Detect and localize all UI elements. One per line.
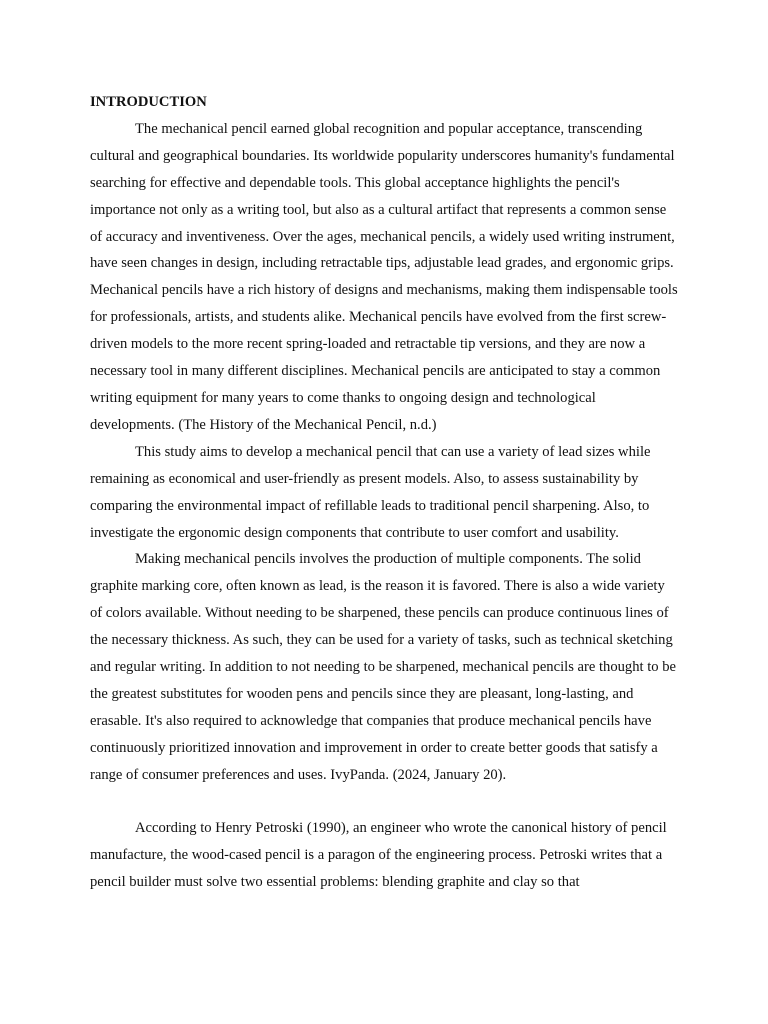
paragraph-manufacturing: Making mechanical pencils involves the production of multiple components. The solid graphite marking core, often known as lead, is the reason it is favored. There is also a wide variety of colors available. Without needing to be sharpened, these pencils can produce continuous lines of the necessary thickness. As such, they can be used for a variety of tasks, such as technical sketching and regular writing. In addition to not needing to be sharpened, mechanical pencils are thought to be the greatest substitutes for wooden pens and pencils since they are pleasant, long-lasting, and erasable. It's also required to acknowledge that companies that produce mechanical pencils have continuously prioritized innovation and improvement in order to create better goods that satisfy a range of consumer preferences and uses. IvyPanda. (2024, January 20). <box>90 551 677 783</box>
document-page <box>90 89 680 896</box>
paragraph-petroski: According to Henry Petroski (1990), an engineer who wrote the canonical history of pencil manufacture, the wood-cased pencil is a paragon of the engineering process. Petroski writes that a pencil builder must solve two essential problems: blending graphite and clay so that <box>90 820 667 891</box>
blank-line <box>90 789 680 816</box>
paragraph-study-aims: This study aims to develop a mechanical pencil that can use a variety of lead sizes while remaining as economical and user-friendly as present models. Also, to assess sustainability by comparing the environmental impact of refillable leads to traditional pencil sharpening. Also, to investigate the ergonomic design components that contribute to user comfort and usability. <box>90 443 651 541</box>
section-heading: INTRODUCTION <box>90 94 207 110</box>
paragraph-intro: The mechanical pencil earned global recognition and popular acceptance, transcending cultural and geographical boundaries. Its worldwide popularity underscores humanity's fundamental searching for effective and dependable tools. This global acceptance highlights the pencil's importance not only as a writing tool, but also as a cultural artifact that represents a common sense of accuracy and inventiveness. Over the ages, mechanical pencils, a widely used writing instrument, have seen changes in design, including retractable tips, adjustable lead grades, and ergonomic grips. Mechanical pencils have a rich history of designs and mechanisms, making them indispensable tools for professionals, artists, and students alike. Mechanical pencils have evolved from the first screw-driven models to the more recent spring-loaded and retractable tip versions, and they are now a necessary tool in many different disciplines. Mechanical pencils are anticipated to stay a common writing equipment for many years to come thanks to ongoing design and technological developments. (The History of the Mechanical Pencil, n.d.) <box>90 120 678 433</box>
